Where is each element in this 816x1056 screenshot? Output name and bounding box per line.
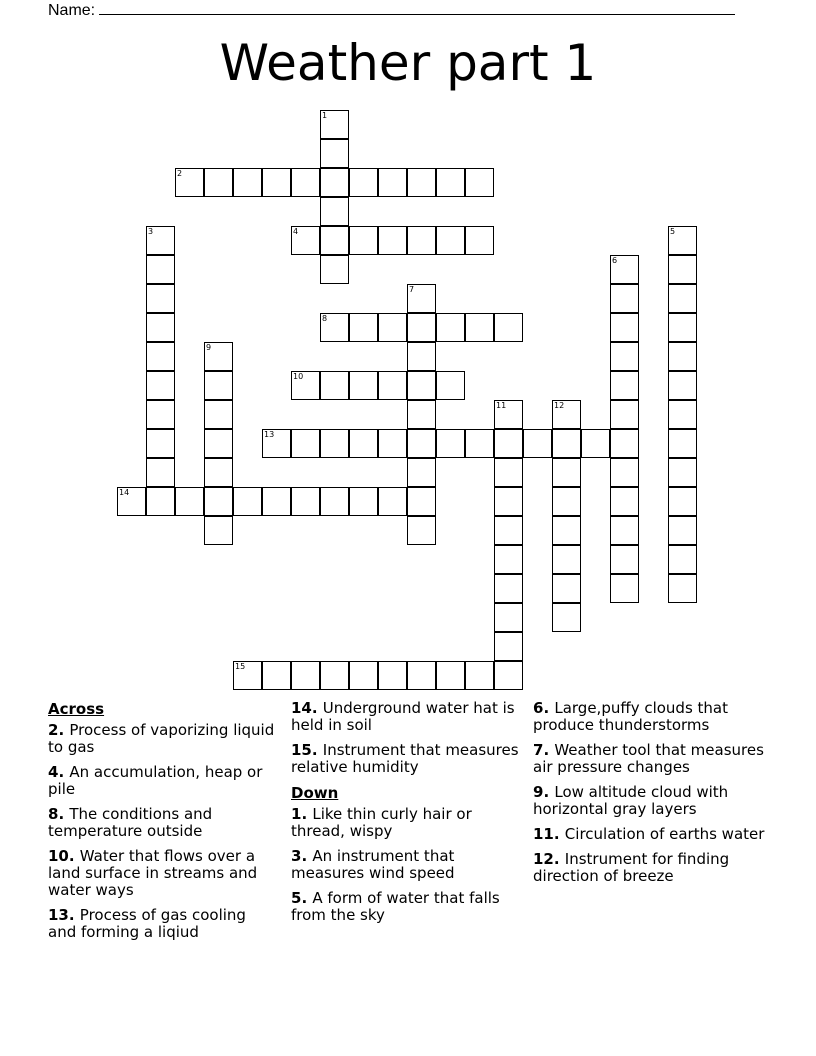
clue-number-label: 11 xyxy=(533,825,554,843)
clue-number-label: 12 xyxy=(533,850,554,868)
grid-cell[interactable] xyxy=(668,313,697,342)
grid-cell[interactable] xyxy=(668,545,697,574)
grid-cell[interactable] xyxy=(494,661,523,690)
grid-cell[interactable] xyxy=(407,458,436,487)
clue-text: Instrument for finding direction of breeze xyxy=(533,850,730,885)
grid-cell[interactable] xyxy=(204,342,233,371)
grid-cell[interactable] xyxy=(436,226,465,255)
grid-cell[interactable] xyxy=(610,487,639,516)
clue-item: 14. Underground water hat is held in soil xyxy=(291,699,515,734)
grid-cell[interactable] xyxy=(262,168,291,197)
grid-cell[interactable] xyxy=(668,255,697,284)
grid-cell[interactable] xyxy=(349,313,378,342)
down-heading: Down xyxy=(291,784,339,802)
grid-cell[interactable] xyxy=(552,429,581,458)
clue-item: 7. Weather tool that measures air pressure changes xyxy=(533,741,764,776)
clue-number-label: 15 xyxy=(291,741,312,759)
grid-cell[interactable] xyxy=(494,603,523,632)
clue-number: 6 xyxy=(612,256,618,265)
grid-cell[interactable] xyxy=(378,371,407,400)
grid-cell[interactable] xyxy=(204,429,233,458)
grid-cell[interactable] xyxy=(349,371,378,400)
clue-text: Circulation of earths water xyxy=(564,825,765,843)
grid-cell[interactable] xyxy=(668,458,697,487)
clue-number-label: 7 xyxy=(533,741,544,759)
grid-cell[interactable] xyxy=(349,168,378,197)
grid-cell[interactable] xyxy=(465,226,494,255)
clue-text: Weather tool that measures air pressure changes xyxy=(533,741,764,776)
clue-column-3 xyxy=(533,700,773,893)
grid-cell[interactable] xyxy=(146,371,175,400)
grid-cell[interactable] xyxy=(146,458,175,487)
clue-number: 3 xyxy=(148,227,154,236)
clue-item: 11. Circulation of earths water xyxy=(533,825,765,843)
grid-cell[interactable] xyxy=(436,661,465,690)
grid-cell[interactable] xyxy=(581,429,610,458)
clue-text: Water that flows over a land surface in streams and water ways xyxy=(48,847,258,899)
grid-cell[interactable] xyxy=(610,574,639,603)
grid-cell[interactable] xyxy=(610,342,639,371)
grid-cell[interactable] xyxy=(349,429,378,458)
grid-cell[interactable] xyxy=(291,371,320,400)
grid-cell[interactable] xyxy=(668,400,697,429)
grid-cell[interactable] xyxy=(668,371,697,400)
grid-cell[interactable] xyxy=(552,400,581,429)
grid-cell[interactable] xyxy=(436,429,465,458)
clue-text: The conditions and temperature outside xyxy=(48,805,213,840)
grid-cell[interactable] xyxy=(610,545,639,574)
clue-number-label: 9 xyxy=(533,783,544,801)
clue-item: 8. The conditions and temperature outside xyxy=(48,805,213,840)
grid-cell[interactable] xyxy=(233,661,262,690)
grid-cell[interactable] xyxy=(204,371,233,400)
clue-text: Like thin curly hair or thread, wispy xyxy=(291,805,472,840)
grid-cell[interactable] xyxy=(320,168,349,197)
grid-cell[interactable] xyxy=(494,487,523,516)
grid-cell[interactable] xyxy=(146,400,175,429)
clue-number: 9 xyxy=(206,343,212,352)
clue-number: 8 xyxy=(322,314,328,323)
clue-item: 9. Low altitude cloud with horizontal gray layers xyxy=(533,783,729,818)
grid-cell[interactable] xyxy=(552,603,581,632)
grid-cell[interactable] xyxy=(610,313,639,342)
grid-cell[interactable] xyxy=(233,487,262,516)
grid-cell[interactable] xyxy=(465,661,494,690)
clue-number-label: 5 xyxy=(291,889,302,907)
grid-cell[interactable] xyxy=(552,574,581,603)
grid-cell[interactable] xyxy=(668,342,697,371)
clue-item: 15. Instrument that measures relative humidity xyxy=(291,741,519,776)
clue-item: 12. Instrument for finding direction of breeze xyxy=(533,850,730,885)
grid-cell[interactable] xyxy=(291,487,320,516)
grid-cell[interactable] xyxy=(146,313,175,342)
grid-cell[interactable] xyxy=(552,545,581,574)
clue-number-label: 4 xyxy=(48,763,59,781)
grid-cell[interactable] xyxy=(407,226,436,255)
grid-cell[interactable] xyxy=(146,284,175,313)
grid-cell[interactable] xyxy=(407,487,436,516)
clue-item: 4. An accumulation, heap or pile xyxy=(48,763,263,798)
grid-cell[interactable] xyxy=(465,313,494,342)
clue-number: 1 xyxy=(322,111,328,120)
clue-number-label: 14 xyxy=(291,699,312,717)
clue-text: An instrument that measures wind speed xyxy=(291,847,455,882)
clue-text: Process of vaporizing liquid to gas xyxy=(48,721,275,756)
grid-cell[interactable] xyxy=(320,110,349,139)
grid-cell[interactable] xyxy=(175,168,204,197)
clue-number: 4 xyxy=(293,227,299,236)
grid-cell[interactable] xyxy=(146,342,175,371)
grid-cell[interactable] xyxy=(610,371,639,400)
grid-cell[interactable] xyxy=(436,371,465,400)
grid-cell[interactable] xyxy=(610,284,639,313)
grid-cell[interactable] xyxy=(320,371,349,400)
clue-item: 2. Process of vaporizing liquid to gas xyxy=(48,721,275,756)
grid-cell[interactable] xyxy=(494,458,523,487)
grid-cell[interactable] xyxy=(407,429,436,458)
grid-cell[interactable] xyxy=(494,516,523,545)
clue-item: 5. A form of water that falls from the sky xyxy=(291,889,500,924)
clue-text: Underground water hat is held in soil xyxy=(291,699,515,734)
grid-cell[interactable] xyxy=(610,255,639,284)
grid-cell[interactable] xyxy=(291,168,320,197)
grid-cell[interactable] xyxy=(262,661,291,690)
clue-number-label: 13 xyxy=(48,906,69,924)
grid-cell[interactable] xyxy=(668,284,697,313)
grid-cell[interactable] xyxy=(610,400,639,429)
clue-text: A form of water that falls from the sky xyxy=(291,889,500,924)
grid-cell[interactable] xyxy=(407,284,436,313)
grid-cell[interactable] xyxy=(668,516,697,545)
grid-cell[interactable] xyxy=(552,487,581,516)
grid-cell[interactable] xyxy=(552,516,581,545)
clue-item: 1. Like thin curly hair or thread, wispy xyxy=(291,805,472,840)
clue-number: 5 xyxy=(670,227,676,236)
grid-cell[interactable] xyxy=(146,487,175,516)
grid-cell[interactable] xyxy=(320,139,349,168)
clue-text: An accumulation, heap or pile xyxy=(48,763,263,798)
grid-cell[interactable] xyxy=(291,429,320,458)
grid-cell[interactable] xyxy=(349,661,378,690)
grid-cell[interactable] xyxy=(204,458,233,487)
grid-cell[interactable] xyxy=(146,226,175,255)
grid-cell[interactable] xyxy=(378,661,407,690)
grid-cell[interactable] xyxy=(668,487,697,516)
clue-number: 14 xyxy=(119,488,130,497)
clue-number-label: 6 xyxy=(533,699,544,717)
clue-text: Low altitude cloud with horizontal gray layers xyxy=(533,783,729,818)
grid-cell[interactable] xyxy=(407,661,436,690)
clue-item: 6. Large,puffy clouds that produce thunderstorms xyxy=(533,699,729,734)
clue-number: 15 xyxy=(235,662,246,671)
clue-item: 10. Water that flows over a land surface in streams and water ways xyxy=(48,847,258,899)
clue-column-1 xyxy=(48,700,278,949)
clue-number: 10 xyxy=(293,372,304,381)
grid-cell[interactable] xyxy=(204,168,233,197)
grid-cell[interactable] xyxy=(494,574,523,603)
grid-cell[interactable] xyxy=(146,255,175,284)
grid-cell[interactable] xyxy=(175,487,204,516)
puzzle-title: Weather part 1 xyxy=(219,34,597,92)
grid-cell[interactable] xyxy=(494,545,523,574)
grid-cell[interactable] xyxy=(204,400,233,429)
grid-cell[interactable] xyxy=(349,226,378,255)
grid-cell[interactable] xyxy=(552,458,581,487)
grid-cell[interactable] xyxy=(146,429,175,458)
grid-cell[interactable] xyxy=(407,400,436,429)
grid-cell[interactable] xyxy=(291,226,320,255)
grid-cell[interactable] xyxy=(407,371,436,400)
grid-cell[interactable] xyxy=(320,661,349,690)
clue-number: 2 xyxy=(177,169,183,178)
grid-cell[interactable] xyxy=(465,429,494,458)
grid-cell[interactable] xyxy=(204,487,233,516)
grid-cell[interactable] xyxy=(465,168,494,197)
grid-cell[interactable] xyxy=(262,487,291,516)
name-label: Name: xyxy=(48,2,96,19)
grid-cell[interactable] xyxy=(378,487,407,516)
grid-cell[interactable] xyxy=(204,516,233,545)
grid-cell[interactable] xyxy=(320,487,349,516)
grid-cell[interactable] xyxy=(320,255,349,284)
grid-cell[interactable] xyxy=(407,313,436,342)
clue-column-2 xyxy=(291,700,521,932)
grid-cell[interactable] xyxy=(378,226,407,255)
clue-number-label: 1 xyxy=(291,805,302,823)
grid-cell[interactable] xyxy=(262,429,291,458)
grid-cell[interactable] xyxy=(668,574,697,603)
clue-text: Large,puffy clouds that produce thunderstorms xyxy=(533,699,729,734)
clue-number: 11 xyxy=(496,401,507,410)
clue-number-label: 3 xyxy=(291,847,302,865)
grid-cell[interactable] xyxy=(320,226,349,255)
grid-cell[interactable] xyxy=(436,313,465,342)
grid-cell[interactable] xyxy=(378,168,407,197)
grid-cell[interactable] xyxy=(320,313,349,342)
grid-cell[interactable] xyxy=(610,429,639,458)
grid-cell[interactable] xyxy=(233,168,262,197)
clue-number: 12 xyxy=(554,401,565,410)
clue-number: 13 xyxy=(264,430,275,439)
clue-item: 13. Process of gas cooling and forming a liqiud xyxy=(48,906,246,941)
grid-cell[interactable] xyxy=(668,429,697,458)
grid-cell[interactable] xyxy=(494,313,523,342)
clue-number-label: 8 xyxy=(48,805,59,823)
clue-number-label: 10 xyxy=(48,847,69,865)
grid-cell[interactable] xyxy=(320,429,349,458)
grid-cell[interactable] xyxy=(523,429,552,458)
clue-item: 3. An instrument that measures wind speed xyxy=(291,847,455,882)
grid-cell[interactable] xyxy=(494,632,523,661)
grid-cell[interactable] xyxy=(494,429,523,458)
clue-text: Process of gas cooling and forming a liqiud xyxy=(48,906,246,941)
grid-cell[interactable] xyxy=(320,197,349,226)
grid-cell[interactable] xyxy=(407,342,436,371)
clue-number-label: 2 xyxy=(48,721,59,739)
grid-cell[interactable] xyxy=(378,429,407,458)
grid-cell[interactable] xyxy=(610,458,639,487)
clue-number: 7 xyxy=(409,285,415,294)
grid-cell[interactable] xyxy=(436,168,465,197)
clue-text: Instrument that measures relative humidity xyxy=(291,741,519,776)
grid-cell[interactable] xyxy=(610,516,639,545)
grid-cell[interactable] xyxy=(117,487,146,516)
grid-cell[interactable] xyxy=(291,661,320,690)
grid-cell[interactable] xyxy=(407,168,436,197)
across-heading: Across xyxy=(48,700,105,718)
grid-cell[interactable] xyxy=(668,226,697,255)
grid-cell[interactable] xyxy=(494,400,523,429)
grid-cell[interactable] xyxy=(349,487,378,516)
grid-cell[interactable] xyxy=(407,516,436,545)
grid-cell[interactable] xyxy=(378,313,407,342)
